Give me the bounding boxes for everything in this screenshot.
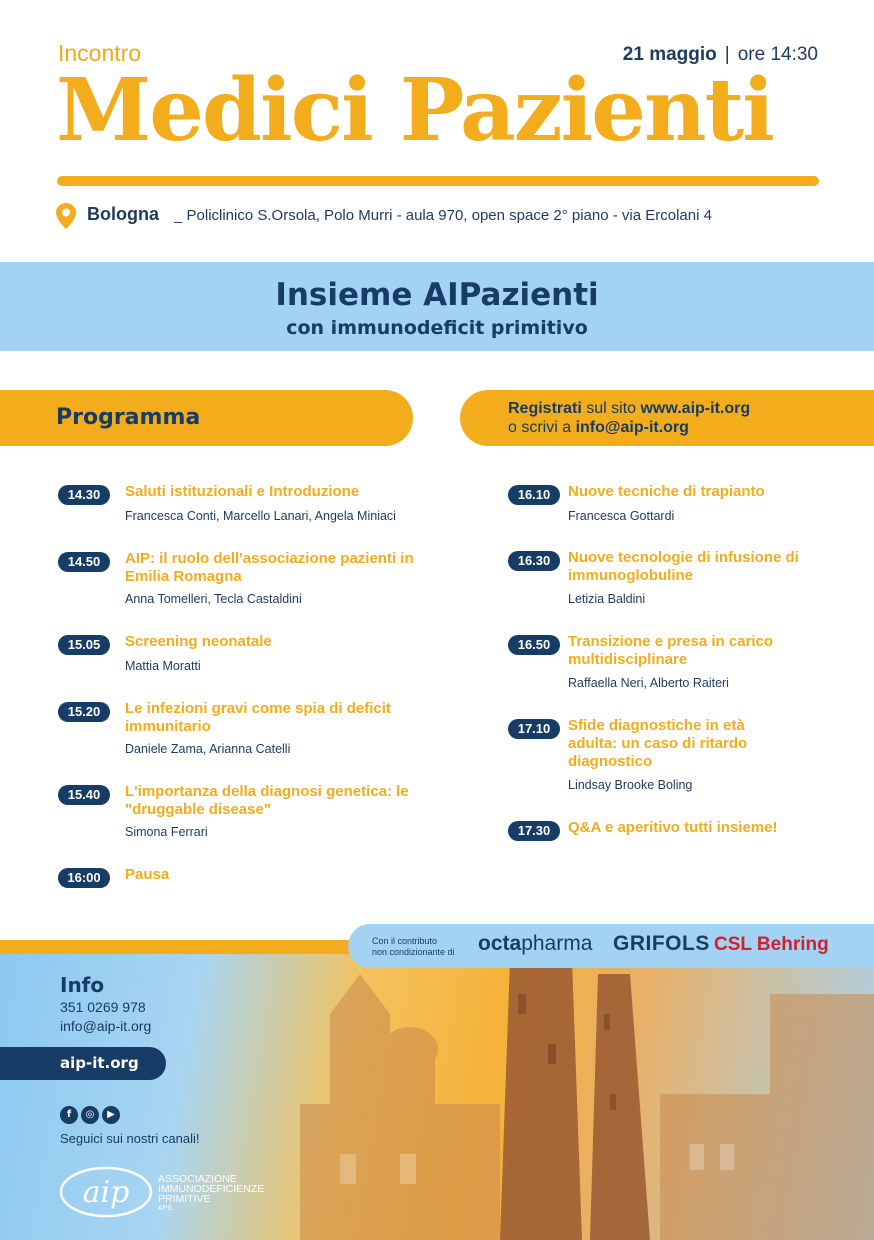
association-name [158, 1174, 264, 1214]
banner-subtitle: con immunodeficit primitivo [286, 317, 588, 339]
location-line [56, 203, 836, 229]
event-time: ore 14:30 [737, 44, 818, 65]
time-badge: 14.50 [58, 552, 110, 572]
assoc-aps: APS [158, 1205, 173, 1212]
time-badge: 16:00 [58, 868, 110, 888]
follow-text: Seguici sui nostri canali! [60, 1131, 200, 1146]
sponsor-bar [348, 924, 874, 968]
title-underline [57, 176, 819, 186]
assoc-initial-p: P [158, 1193, 166, 1205]
location-details: _ Policlinico S.Orsola, Polo Murri - aula 970, open space 2° piano - via Ercolani 4 [174, 207, 712, 224]
session-speakers: Daniele Zama, Arianna Catelli [125, 742, 291, 756]
facebook-icon[interactable]: f [60, 1106, 78, 1124]
instagram-icon[interactable]: ◎ [81, 1106, 99, 1124]
info-title: Info [60, 973, 105, 997]
register-text-2: o scrivi a [508, 419, 576, 436]
time-badge: 15.05 [58, 635, 110, 655]
session-speakers: Lindsay Brooke Boling [568, 778, 693, 792]
assoc-initial-a: A [158, 1173, 166, 1185]
time-badge: 17.10 [508, 719, 560, 739]
sponsor-label [372, 936, 455, 958]
register-website-link[interactable]: www.aip-it.org [640, 400, 751, 417]
registration-line-1 [508, 400, 750, 418]
octapharma-logo [478, 932, 592, 956]
octapharma-logo-a: octa [478, 932, 522, 955]
website-badge[interactable] [0, 1047, 166, 1080]
session-speakers: Francesca Gottardi [568, 509, 675, 523]
event-label: Incontro [58, 40, 142, 66]
octapharma-logo-b: pharma [521, 932, 593, 955]
session-title: Nuove tecnologie di infusione di immunoglobuline [568, 549, 799, 584]
session-speakers: Raffaella Neri, Alberto Raiteri [568, 676, 729, 690]
website-link[interactable]: aip-it.org [60, 1054, 139, 1072]
info-email[interactable]: info@aip-it.org [60, 1018, 152, 1034]
registration-box [460, 390, 874, 446]
session-speakers: Letizia Baldini [568, 592, 646, 606]
session-title: Saluti istituzionali e Introduzione [125, 483, 360, 500]
assoc-word-1: SSOCIAZIONE [165, 1173, 237, 1185]
session-speakers: Mattia Moratti [125, 659, 201, 673]
aip-logo-text: aip [82, 1175, 130, 1210]
event-date: 21 maggio [622, 44, 717, 65]
time-badge: 16.50 [508, 635, 560, 655]
sponsor-label-line-2: non condizionante di [372, 947, 455, 957]
program-label: Programma [56, 405, 201, 430]
time-badge: 17.30 [508, 821, 560, 841]
map-pin-icon [56, 203, 76, 229]
session-title: Pausa [125, 866, 170, 883]
location-city: Bologna [87, 204, 159, 224]
session-title: Screening neonatale [125, 633, 272, 650]
info-phone[interactable]: 351 0269 978 [60, 999, 146, 1015]
register-word: Registrati [508, 400, 582, 417]
page-title: Medici Pazienti [56, 60, 773, 161]
registration-line-2 [508, 419, 689, 437]
session-title: Transizione e presa in carico multidisciplinare [568, 633, 774, 668]
session-title: Q&A e aperitivo tutti insieme! [568, 819, 778, 836]
session-title: Nuove tecniche di trapianto [568, 483, 765, 500]
date-separator: | [724, 44, 730, 65]
assoc-word-2: MMUNODEFICIENZE [160, 1183, 265, 1195]
sponsor-label-line-1: Con il contributo [372, 936, 438, 946]
session-speakers: Simona Ferrari [125, 825, 208, 839]
assoc-word-3: RIMITIVE [165, 1193, 211, 1205]
time-badge: 15.40 [58, 785, 110, 805]
time-badge: 14.30 [58, 485, 110, 505]
session-title: AIP: il ruolo dell'associazione pazienti in Emilia Romagna [125, 550, 414, 585]
event-banner [0, 262, 874, 351]
grifols-logo: GRIFOLS [613, 932, 710, 955]
time-badge: 16.10 [508, 485, 560, 505]
register-text-1: sul sito [581, 400, 641, 417]
session-title: L'importanza della diagnosi genetica: le "druggable disease" [125, 783, 409, 818]
banner-title: Insieme AIPazienti [275, 277, 599, 313]
session-title: Le infezioni gravi come spia di deficit immunitario [125, 700, 391, 735]
program-header [0, 390, 413, 446]
csl-behring-logo: CSL Behring [714, 934, 829, 955]
assoc-initial-i: I [158, 1183, 161, 1195]
time-badge: 16.30 [508, 551, 560, 571]
youtube-icon[interactable]: ▶ [102, 1106, 120, 1124]
session-speakers: Francesca Conti, Marcello Lanari, Angela Miniaci [125, 509, 396, 523]
social-links [60, 1102, 123, 1122]
time-badge: 15.20 [58, 702, 110, 722]
register-email-link[interactable]: info@aip-it.org [575, 419, 689, 436]
session-title: Sfide diagnostiche in età adulta: un caso di ritardo diagnostico [568, 717, 748, 770]
session-speakers: Anna Tomelleri, Tecla Castaldini [125, 592, 302, 606]
aip-logo [58, 1164, 154, 1218]
